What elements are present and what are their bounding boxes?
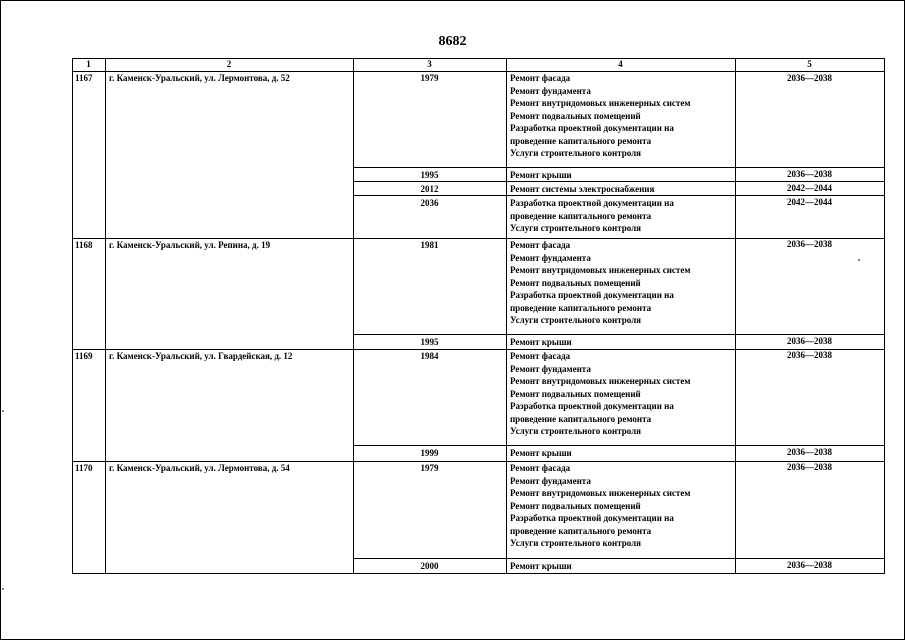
work-item: проведение капитального ремонта bbox=[510, 210, 652, 221]
repair-period: 2036—2038 bbox=[787, 350, 832, 360]
row-number: 1167 bbox=[75, 73, 93, 83]
work-item: Ремонт подвальных помещений bbox=[510, 500, 641, 511]
build-year: 2036 bbox=[420, 198, 439, 208]
work-item: Ремонт фасада bbox=[510, 463, 571, 473]
work-item: Ремонт фундамента bbox=[510, 85, 591, 96]
work-item: Разработка проектной документации на bbox=[510, 290, 674, 300]
page-number: 8682 bbox=[438, 34, 467, 49]
build-year: 1981 bbox=[420, 240, 439, 250]
repair-period: 2042—2044 bbox=[787, 197, 832, 207]
work-item: проведение капитального ремонта bbox=[510, 413, 652, 424]
build-year: 1995 bbox=[420, 337, 439, 347]
build-year: 1999 bbox=[420, 448, 439, 458]
grid-vline bbox=[735, 58, 736, 574]
work-item: проведение капитального ремонта bbox=[510, 525, 652, 536]
repair-period: 2036—2038 bbox=[787, 560, 832, 570]
work-item: Ремонт системы электроснабжения bbox=[510, 184, 655, 194]
work-item: Ремонт внутридомовых инженерных систем bbox=[510, 265, 691, 275]
row-number: 1170 bbox=[75, 463, 93, 473]
row-number: 1169 bbox=[75, 351, 93, 361]
column-header-4: 4 bbox=[618, 59, 623, 69]
build-year: 2000 bbox=[420, 561, 439, 571]
row-address: г. Каменск-Уральский, ул. Репина, д. 19 bbox=[109, 240, 271, 250]
work-list bbox=[510, 350, 690, 438]
repair-period: 2036—2038 bbox=[787, 447, 832, 457]
grid-vline bbox=[72, 58, 73, 574]
row-number: 1168 bbox=[75, 240, 93, 250]
build-year: 1984 bbox=[420, 351, 439, 361]
work-item: Ремонт фасада bbox=[510, 351, 571, 361]
work-item: Разработка проектной документации на bbox=[510, 513, 674, 523]
work-item: Услуги строительного контроля bbox=[510, 426, 642, 436]
column-header-5: 5 bbox=[807, 59, 812, 69]
work-item: Ремонт подвальных помещений bbox=[510, 277, 641, 288]
row-address: г. Каменск-Уральский, ул. Лермонтова, д. 54 bbox=[109, 463, 290, 473]
work-item: Разработка проектной документации на bbox=[510, 123, 674, 133]
repair-period: 2036—2038 bbox=[787, 169, 832, 179]
work-item: Ремонт подвальных помещений bbox=[510, 110, 641, 121]
work-item: Ремонт внутридомовых инженерных систем bbox=[510, 488, 691, 498]
work-item: Разработка проектной документации на bbox=[510, 401, 674, 411]
repair-period: 2042—2044 bbox=[787, 183, 832, 193]
repair-period: 2036—2038 bbox=[787, 73, 832, 83]
scan-speck bbox=[2, 588, 4, 590]
work-item: Услуги строительного контроля bbox=[510, 315, 642, 325]
grid-vline bbox=[353, 58, 354, 574]
build-year: 2012 bbox=[420, 184, 439, 194]
row-address: г. Каменск-Уральский, ул. Гвардейская, д. 12 bbox=[109, 351, 293, 361]
work-list bbox=[510, 197, 674, 235]
work-item: Ремонт фундамента bbox=[510, 252, 591, 263]
work-item: Разработка проектной документации на bbox=[510, 198, 674, 208]
grid-vline bbox=[884, 58, 885, 574]
column-header-3: 3 bbox=[427, 59, 432, 69]
scan-speck bbox=[858, 259, 860, 261]
work-item: Услуги строительного контроля bbox=[510, 223, 642, 233]
build-year: 1979 bbox=[420, 73, 439, 83]
scan-speck bbox=[2, 410, 4, 412]
grid-vline bbox=[105, 58, 106, 574]
work-item: проведение капитального ремонта bbox=[510, 135, 652, 146]
work-item: Услуги строительного контроля bbox=[510, 148, 642, 158]
repair-period: 2036—2038 bbox=[787, 462, 832, 472]
repair-period: 2036—2038 bbox=[787, 239, 832, 249]
grid-vline bbox=[506, 58, 507, 574]
repair-period: 2036—2038 bbox=[787, 336, 832, 346]
work-item: Ремонт фундамента bbox=[510, 475, 591, 486]
grid-hline bbox=[72, 573, 885, 574]
work-item: Услуги строительного контроля bbox=[510, 538, 642, 548]
work-item: проведение капитального ремонта bbox=[510, 302, 652, 313]
work-item: Ремонт крыши bbox=[510, 170, 572, 180]
work-item: Ремонт фасада bbox=[510, 73, 571, 83]
work-item: Ремонт крыши bbox=[510, 448, 572, 458]
work-item: Ремонт внутридомовых инженерных систем bbox=[510, 376, 691, 386]
work-item: Ремонт подвальных помещений bbox=[510, 388, 641, 399]
column-header-1: 1 bbox=[86, 59, 91, 69]
column-header-2: 2 bbox=[226, 59, 232, 69]
work-item: Ремонт внутридомовых инженерных систем bbox=[510, 98, 691, 108]
build-year: 1979 bbox=[420, 463, 439, 473]
work-list bbox=[510, 462, 690, 550]
work-list bbox=[510, 239, 690, 327]
grid-hline bbox=[72, 58, 885, 59]
work-item: Ремонт фасада bbox=[510, 240, 571, 250]
build-year: 1995 bbox=[420, 170, 439, 180]
work-list bbox=[510, 72, 690, 160]
work-item: Ремонт крыши bbox=[510, 337, 572, 347]
work-item: Ремонт фундамента bbox=[510, 363, 591, 374]
work-item: Ремонт крыши bbox=[510, 561, 572, 571]
row-address: г. Каменск-Уральский, ул. Лермонтова, д. 52 bbox=[109, 73, 290, 83]
